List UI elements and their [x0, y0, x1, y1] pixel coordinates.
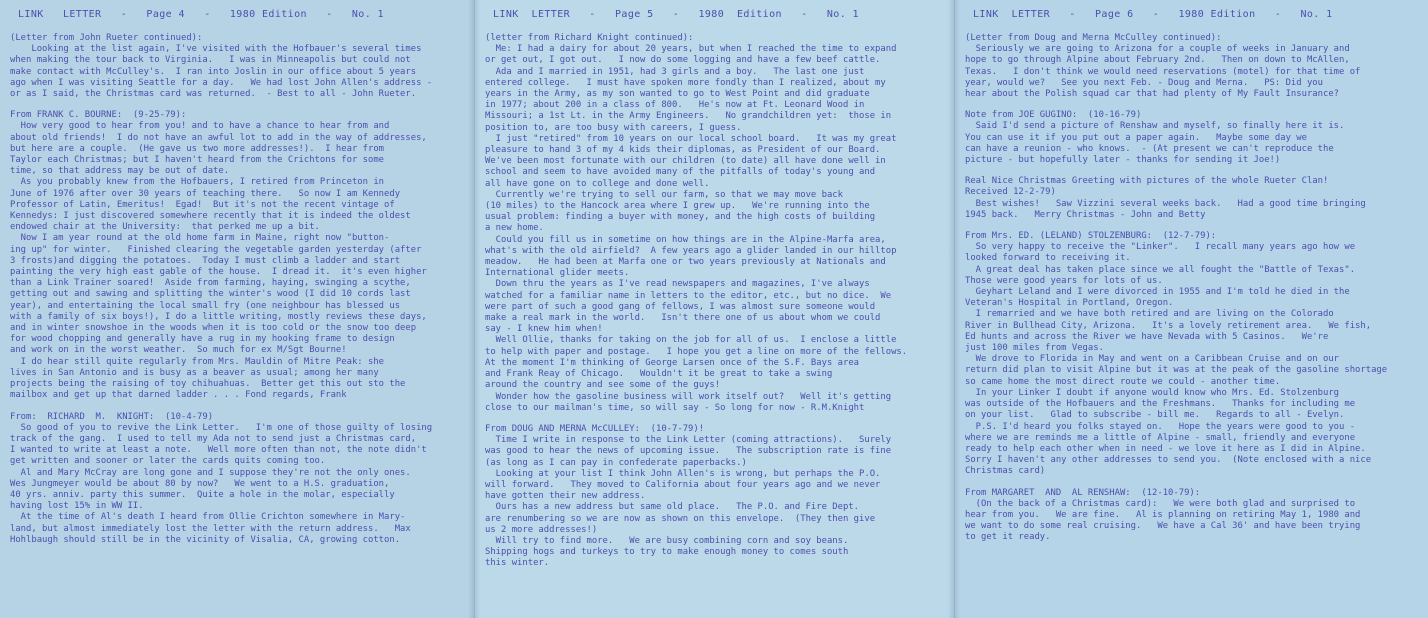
text-line: (Letter from John Rueter continued): [10, 33, 203, 43]
text-line: Missouri; a 1st Lt. in the Army Engineers. No grandchildren yet: those in [485, 111, 892, 122]
text-line: Shipping hogs and turkeys to try to make enough money to comes south [485, 547, 849, 558]
text-line [10, 100, 468, 110]
text-line: was good to hear the news of upcoming issue. The subscription rate is fine [485, 446, 892, 457]
text-line: and in winter snowshoe in the woods when it is too cold or the snow too deep [10, 323, 417, 334]
text-line: just 100 miles from Vegas. [965, 343, 1104, 354]
text-line: Professor of Latin, Emeritus! Egad! But it's not the recent vintage of [10, 199, 395, 210]
text-line: Wonder how the gasoline business will work itself out? Well it's getting [485, 391, 892, 402]
page-6-header: LINK LETTER - Page 6 - 1980 Edition - No. 1 [973, 9, 1333, 20]
text-line: to help with paper and postage. I hope you get a line on more of the fellows. [485, 346, 908, 357]
text-line: From: RICHARD M. KNIGHT: (10-4-79) [10, 411, 214, 422]
text-line: At the moment I'm thinking of George Larsen once of the S.F. Bays area [485, 357, 860, 368]
text-line: Looking at your list I think John Allen's is wrong, but perhaps the P.O. [485, 468, 881, 479]
text-line [965, 100, 1422, 110]
text-line: make a real mark in the world. Isn't there one of us about whom we could [485, 313, 881, 324]
text-line: what's with the old airfield? A few years ago a glider landed in our hilltop [485, 245, 897, 256]
text-line: (On the back of a Christmas card): We were both glad and surprised to [965, 498, 1356, 509]
text-line: Ed hunts and across the River we have Nevada with 5 Casinos. We're [965, 331, 1329, 342]
text-line: Received 12-2-79) [965, 187, 1056, 198]
text-line: I just "retired" from 10 years on our local school board. It was my great [485, 133, 897, 144]
text-line: a new home. [485, 223, 544, 234]
text-line: land, but almost immediately lost the letter with the return address. Max [10, 523, 411, 534]
text-line: about old friends! I do not have an awful lot to add in the way of addresses, [10, 132, 427, 143]
text-line: Best wishes! Saw Vizzini several weeks back. Had a good time bringing [965, 198, 1366, 209]
text-line: So good of you to revive the Link Letter. I'm one of those guilty of losing [10, 422, 433, 433]
text-line: Said I'd send a picture of Renshaw and myself, so finally here it is. [965, 121, 1345, 132]
text-line: (Letter from Doug and Merna McCulley continued): [965, 33, 1222, 43]
text-line: make contact with McCulley's. I ran into Joslin in our office about 5 years [10, 66, 417, 77]
text-line: Those were good years for lots of us. [965, 275, 1163, 286]
text-line: to get it ready. [965, 532, 1051, 543]
text-line: or get out, I got out. I now do some logging and have a few beef cattle. [485, 55, 881, 66]
text-line: Hohlbaugh should still be in the vicinity of Visalia, CA, growing cotton. [10, 534, 401, 545]
text-line: P.S. I'd heard you folks stayed on. Hope the years were good to you - [965, 421, 1356, 432]
text-line: meadow. He had been at Marfa one or two years previously at Nationals and [485, 257, 886, 268]
text-line: but here are a couple. (He gave us two more addresses!). I hear from [10, 143, 385, 154]
text-line: lives in San Antonio and is busy as a beaver as usual; among her many [10, 367, 379, 378]
text-line: International glider meets. [485, 268, 630, 279]
page-5-body [485, 33, 948, 570]
text-line: Kennedys: I just discovered somewhere recently that it is indeed the oldest [10, 211, 411, 222]
text-line: At the time of Al's death I heard from Ollie Crichton somewhere in Mary- [10, 512, 406, 523]
text-line: From FRANK C. BOURNE: (9-25-79): [10, 110, 187, 121]
text-line: where we are reminds me a little of Alpine - small, friendly and everyone [965, 432, 1356, 443]
text-line: picture - but hopefully later - thanks for sending it Joe!) [965, 155, 1281, 166]
text-line: Could you fill us in sometime on how things are in the Alpine-Marfa area, [485, 234, 886, 245]
text-line: pleasure to hand 3 of my 4 kids their diplomas, as President of our Board. [485, 145, 881, 156]
page-5-header: LINK LETTER - Page 5 - 1980 Edition - No. 1 [493, 9, 859, 20]
text-line: Ada and I married in 1951, had 3 girls and a boy. The last one just [485, 66, 865, 77]
text-line: in 1977; about 200 in a class of 800. He's now at Ft. Leonard Wood in [485, 100, 865, 111]
text-line: mailbox and get up that darned ladder . . . Fond regards, Frank [10, 390, 347, 401]
text-line: looked forward to receiving it. [965, 253, 1131, 264]
text-line: We drove to Florida in May and went on a Caribbean Cruise and on our [965, 354, 1340, 365]
text-line: Currently we're trying to sell our farm, so that we may move back [485, 189, 843, 200]
text-line: Real Nice Christmas Greeting with pictures of the whole Rueter Clan! [965, 176, 1329, 187]
text-line: or as I said, the Christmas card was returned. - Best to all - John Rueter. [10, 89, 417, 100]
text-line: From Mrs. ED. (LELAND) STOLZENBURG: (12-7-79): [965, 231, 1217, 242]
text-line: June of 1976 after over 30 years of teaching there. So now I am Kennedy [10, 188, 401, 199]
text-line: painting the very high east gable of the house. I dread it. it's even higher [10, 267, 427, 278]
text-line: Looking at the list again, I've visited with the Hofbauer's several times [10, 44, 422, 55]
text-line: are renumbering so we are now as shown on this envelope. (They then give [485, 513, 876, 524]
text-line: 40 yrs. anniv. party this summer. Quite a hole in the molar, especially [10, 489, 395, 500]
text-line: get written and sooner or later the cards quits coming too. [10, 456, 326, 467]
text-line: (letter from Richard Knight continued): [485, 33, 694, 43]
text-line: usual problem: finding a buyer with money, and the high costs of building [485, 212, 876, 223]
text-line: River in Bullhead City, Arizona. It's a lovely retirement area. We fish, [965, 320, 1372, 331]
text-line: A great deal has taken place since we all fought the "Battle of Texas". [965, 264, 1356, 275]
text-line [965, 166, 1422, 176]
text-line: say - I knew him when! [485, 324, 603, 335]
text-line: so came home the most direct route we could - another time. [965, 376, 1281, 387]
text-line: years in the Army, as my son wanted to go to West Point and did graduate [485, 89, 870, 100]
text-line: Texas. I don't think we would need reservations (motel) for that time of [965, 66, 1361, 77]
text-line: for wood chopping and generally have a rug in my hooking frame to design [10, 334, 395, 345]
text-line: projects being the raising of toy chihuahuas. Better get this out sto the [10, 379, 406, 390]
text-line: 3 frosts)and digging the potatoes. Today I must climb a ladder and start [10, 255, 401, 266]
text-line: How very good to hear from you! and to have a chance to hear from and [10, 121, 390, 132]
text-line: getting out and sawing and splitting the winter's wood (I did 10 cords last [10, 289, 411, 300]
text-line: around the country and see some of the guys! [485, 380, 721, 391]
text-line: Down thru the years as I've read newspapers and magazines, I've always [485, 279, 870, 290]
text-line: Me: I had a dairy for about 20 years, but when I reached the time to expand [485, 44, 897, 55]
page-5-column [474, 0, 954, 618]
text-line [965, 478, 1422, 488]
text-line: on your list. Glad to subscribe - bill me. Regards to all - Evelyn. [965, 410, 1345, 421]
text-line: all have gone on to college and done well. [485, 178, 710, 189]
text-line: have gotten their new address. [485, 491, 646, 502]
text-line: You can use it if you put out a paper again. Maybe some day we [965, 132, 1307, 143]
text-line: Wes Jungmeyer would be about 80 by now? We went to a H.S. graduation, [10, 478, 390, 489]
text-line: hear about the Polish squad car that had plenty of My Fault Insurance? [965, 89, 1340, 100]
text-line: Note from JOE GUGINO: (10-16-79) [965, 110, 1142, 121]
text-line: hope to go through Alpine about February 2nd. Then on down to McAllen, [965, 55, 1350, 66]
text-line: 1945 back. Merry Christmas - John and Betty [965, 209, 1206, 220]
text-line: this winter. [485, 558, 550, 569]
text-line: time, so that address may be out of date. [10, 166, 230, 177]
text-line: year), and entertaining the local small fry (one neighbour has blessed us [10, 300, 401, 311]
text-line: Veteran's Hospital in Portland, Oregon. [965, 298, 1174, 309]
text-line: school and seem to have avoided many of the pitfalls of today's young and [485, 167, 876, 178]
text-line: Seriously we are going to Arizona for a couple of weeks in January and [965, 44, 1350, 55]
page-4-column [0, 0, 474, 618]
text-line: (10 miles) to the Hancock area where I grew up. We're running into the [485, 201, 870, 212]
text-line: will forward. They moved to California about four years ago and we never [485, 479, 881, 490]
text-line: were part of such a good gang of fellows, I was almost sure someone would [485, 301, 876, 312]
page-4-header: LINK LETTER - Page 4 - 1980 Edition - No. 1 [18, 9, 384, 20]
text-line: Ours has a new address but same old place. The P.O. and Fire Dept. [485, 502, 860, 513]
text-line: we want to do some real cruising. We have a Cal 36' and have been trying [965, 521, 1361, 532]
text-line: Sorry I haven't any other addresses to send you. (Note enclosed with a nice [965, 455, 1372, 466]
text-line: Al and Mary McCray are long gone and I suppose they're not the only ones. [10, 467, 411, 478]
text-line [485, 414, 948, 424]
text-line: Now I am year round at the old home farm in Maine, right now "button- [10, 233, 390, 244]
text-line: ing up" for winter. Finished clearing the vegetable garden yesterday (after [10, 244, 422, 255]
text-line: hear from you. We are fine. Al is planning on retiring May 1, 1980 and [965, 509, 1361, 520]
text-line: Taylor each Christmas; but I haven't heard from the Crichtons for some [10, 155, 385, 166]
text-line: ready to help each other when in need - we love it here as I did in Alpine. [965, 443, 1366, 454]
text-line: Will try to find more. We are busy combining corn and soy beans. [485, 535, 849, 546]
text-line: year, would we? See you next Feb. - Doug and Merna. PS: Did you [965, 77, 1323, 88]
text-line: Time I write in response to the Link Letter (coming attractions). Surely [485, 435, 892, 446]
text-line: Christmas card) [965, 466, 1046, 477]
text-line: having lost 15% in WW II. [10, 501, 144, 512]
text-line: watched for a familiar name in letters to the editor, etc., but no dice. We [485, 290, 892, 301]
text-line: than a Link Trainer soared! Aside from farming, haying, swinging a scythe, [10, 278, 411, 289]
text-line: and Frank Reay of Chicago. Wouldn't it be great to take a swing [485, 369, 833, 380]
text-line: From DOUG AND MERNA McCULLEY: (10-7-79)! [485, 423, 705, 434]
text-line: I do hear still quite regularly from Mrs. Mauldin of Mitre Peak: she [10, 356, 385, 367]
page-6-column [954, 0, 1428, 618]
text-line: when making the tour back to Virginia. I was in Minneapolis but could not [10, 55, 411, 66]
text-line: (as long as I can pay in confederate paperbacks.) [485, 457, 747, 468]
text-line: I wanted to write at least a note. Well more often than not, the note didn't [10, 445, 427, 456]
text-line: with a family of six boys!), I do a little writing, mostly reviews these days, [10, 311, 427, 322]
text-line: us 2 more addresses!) [485, 524, 598, 535]
text-line: was outside of the Hofbauers and the Freshmans. Thanks for including me [965, 399, 1356, 410]
page-4-body [10, 33, 468, 546]
text-line: can have a reunion - who knows. - (At present we can't reproduce the [965, 143, 1334, 154]
text-line [10, 402, 468, 412]
text-line: close to our mailman's time, so will say - So long for now - R.M.Knight [485, 402, 865, 413]
text-line: return did plan to visit Alpine but it was at the peak of the gasoline shortage [965, 365, 1388, 376]
text-line: As you probably knew from the Hofbauers, I retired from Princeton in [10, 177, 385, 188]
text-line: I remarried and we have both retired and are living on the Colorado [965, 309, 1334, 320]
text-line: From MARGARET AND AL RENSHAW: (12-10-79): [965, 487, 1201, 498]
text-line [965, 221, 1422, 231]
page-6-body [965, 33, 1422, 544]
text-line: entered college. I must have spoken more fondly than I realized, about my [485, 77, 886, 88]
text-line: ago when I was visiting Seattle for a day. We had lost John Allen's address - [10, 77, 433, 88]
text-line: position to, are too busy with careers, I guess. [485, 122, 742, 133]
text-line: track of the gang. I used to tell my Ada not to send just a Christmas card, [10, 433, 417, 444]
text-line: Geyhart Leland and I were divorced in 1955 and I'm told he died in the [965, 287, 1350, 298]
text-line: and work on in the worst weather. So much for ex M/Sgt Bourne! [10, 345, 347, 356]
text-line: We've been most fortunate with our children (to date) all have done well in [485, 156, 886, 167]
text-line: In your Linker I doubt if anyone would know who Mrs. Ed. Stolzenburg [965, 387, 1340, 398]
text-line: endowed chair at the University: that perked me up a bit. [10, 222, 320, 233]
text-line: So very happy to receive the "Linker". I recall many years ago how we [965, 242, 1356, 253]
text-line: Well Ollie, thanks for taking on the job for all of us. I enclose a little [485, 335, 897, 346]
